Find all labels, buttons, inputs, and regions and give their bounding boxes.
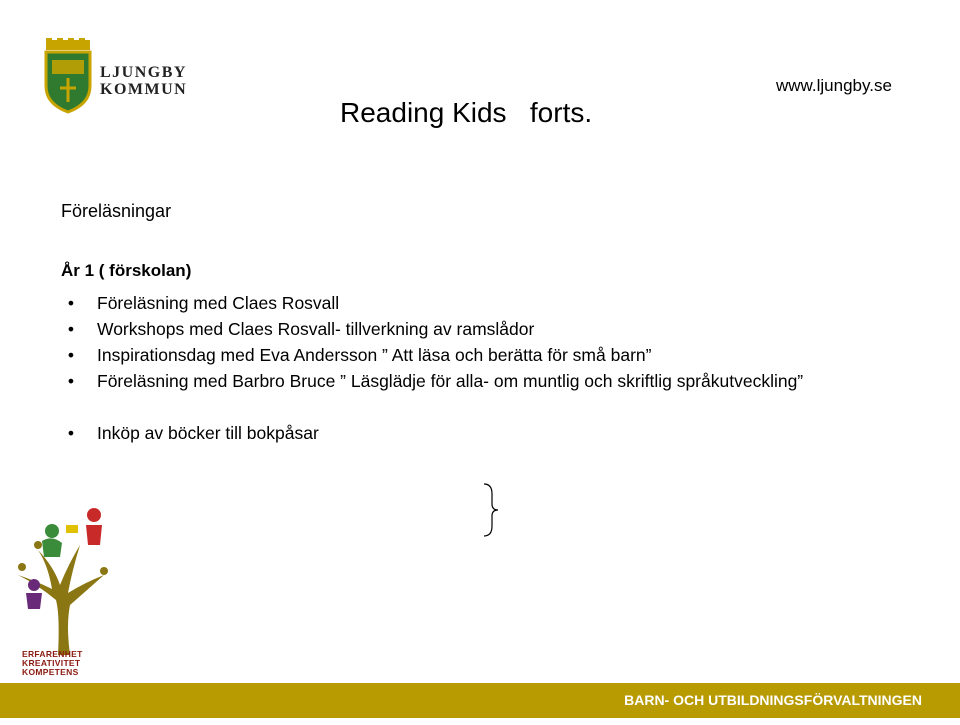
tagline-line-3: KOMPETENS (22, 667, 79, 677)
list-item-text: Workshops med Claes Rosvall- tillverkning av ramslådor (97, 319, 535, 339)
list-item (61, 368, 921, 394)
bullet-marker: • (67, 423, 75, 443)
list-item-text: Föreläsning med Barbro Bruce ” Läsglädje för alla- om muntlig och skriftlig språkutveckling” (97, 371, 804, 391)
list-item (61, 420, 921, 446)
bullet-list (61, 290, 921, 446)
year-heading: År 1 ( förskolan) (61, 261, 192, 280)
bullet-marker: • (67, 371, 75, 391)
list-item (61, 316, 921, 342)
tagline-line-1: ERFARENHET (22, 649, 83, 659)
logo-line-2: KOMMUN (100, 81, 188, 98)
list-item (61, 342, 921, 368)
curly-brace-icon (480, 482, 502, 538)
tagline (22, 650, 83, 677)
footer-text: BARN- OCH UTBILDNINGSFÖRVALTNINGEN (624, 692, 922, 708)
logo-line-1: LJUNGBY (100, 64, 187, 81)
slide-title: Reading Kids forts. (340, 97, 593, 128)
tree-with-children-icon (8, 505, 118, 655)
bullet-marker: • (67, 345, 75, 365)
list-item-text: Föreläsning med Claes Rosvall (97, 293, 340, 313)
website-url[interactable]: www.ljungby.se (776, 76, 892, 95)
tagline-line-2: KREATIVITET (22, 658, 81, 668)
logo-wordmark (100, 64, 187, 98)
list-item-text: Inköp av böcker till bokpåsar (97, 423, 319, 443)
bullet-marker: • (67, 293, 75, 313)
section-title: Föreläsningar (61, 201, 172, 221)
bullet-marker: • (67, 319, 75, 339)
list-item-text: Inspirationsdag med Eva Andersson ” Att läsa och berätta för små barn” (97, 345, 652, 365)
list-item (61, 290, 921, 316)
footer-bar (0, 683, 960, 718)
